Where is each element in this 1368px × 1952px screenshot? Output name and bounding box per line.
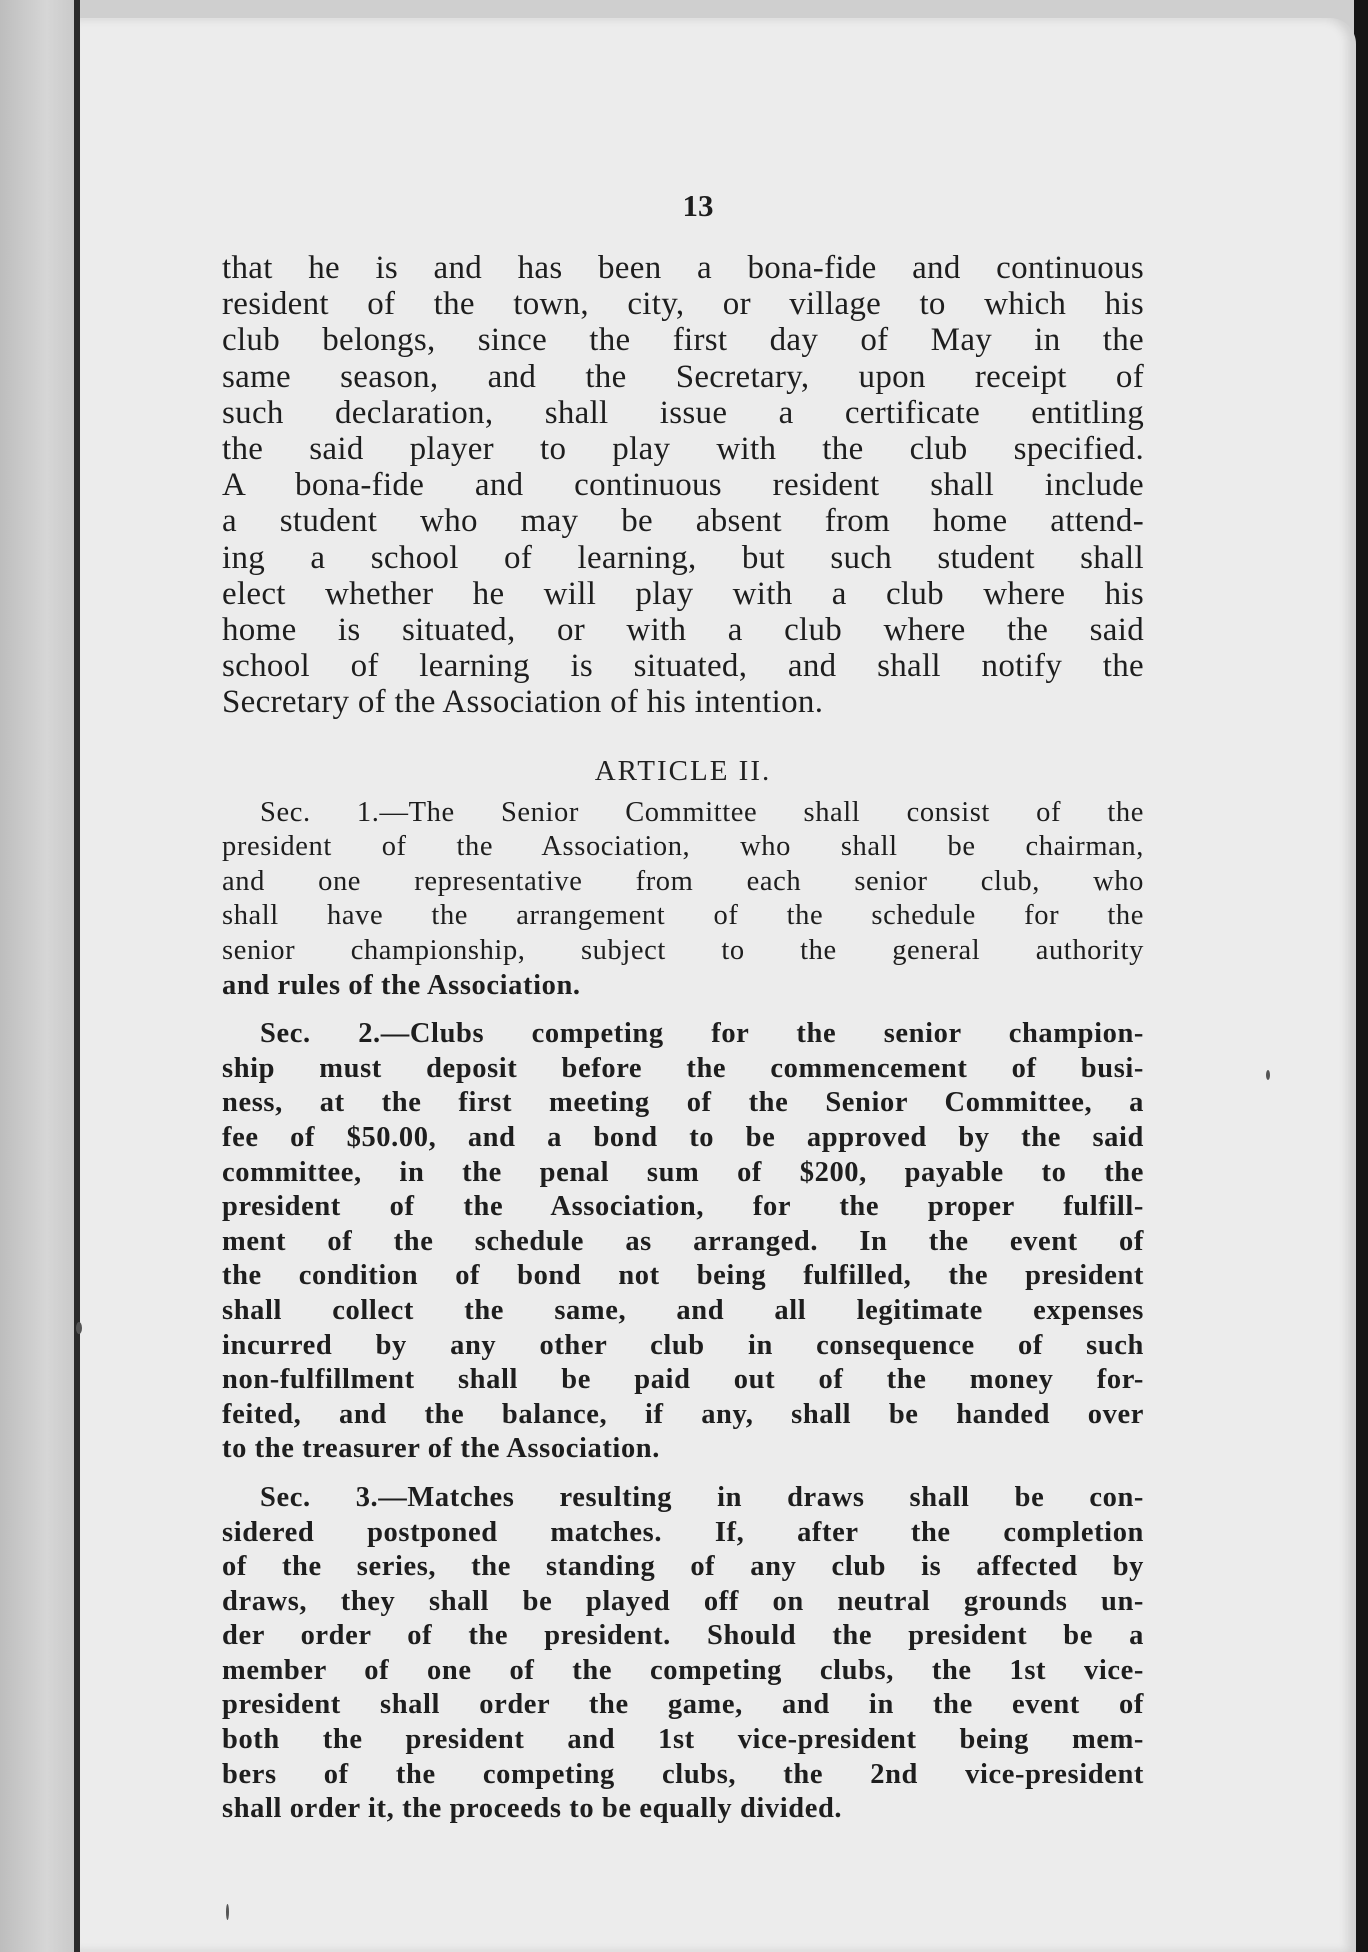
text-line: sidered postponed matches. If, after the completion	[222, 1516, 1144, 1548]
text-line: feited, and the balance, if any, shall be handed over	[222, 1398, 1144, 1430]
text-line: school of learning is situated, and shall notify the	[222, 648, 1144, 685]
scan-speck	[1266, 1070, 1270, 1080]
text-line: resident of the town, city, or village to which his	[222, 286, 1144, 323]
text-line: club belongs, since the first day of May in the	[222, 322, 1144, 359]
text-line: the said player to play with the club specified.	[222, 431, 1144, 468]
text-line: president of the Association, for the proper fulfill-	[222, 1191, 1144, 1223]
text-line: senior championship, subject to the general authority	[222, 935, 1144, 967]
text-line: shall have the arrangement of the schedule for the	[222, 900, 1144, 932]
scan-speck	[226, 1904, 229, 1920]
text-line: committee, in the penal sum of $200, payable to the	[222, 1156, 1144, 1188]
text-line: bers of the competing clubs, the 2nd vice-president	[222, 1758, 1144, 1790]
text-line: ment of the schedule as arranged. In the event of	[222, 1225, 1144, 1257]
text-line: that he is and has been a bona-fide and continuous	[222, 250, 1144, 286]
text-line: such declaration, shall issue a certificate entitling	[222, 394, 1144, 431]
scan-speck	[76, 1322, 82, 1334]
text-line: draws, they shall be played off on neutral grounds un-	[222, 1585, 1144, 1617]
text-line: ness, at the first meeting of the Senior Committee, a	[222, 1087, 1144, 1119]
text-line: der order of the president. Should the president be a	[222, 1620, 1144, 1652]
section-2	[222, 1017, 1144, 1467]
page-body	[222, 250, 1144, 1827]
text-line: of the series, the standing of any club is affected by	[222, 1551, 1144, 1583]
text-line: shall collect the same, and all legitimate expenses	[222, 1294, 1144, 1326]
text-line: the condition of bond not being fulfilled, the president	[222, 1260, 1144, 1292]
text-line: and one representative from each senior club, who	[222, 865, 1144, 897]
section-3	[222, 1481, 1144, 1827]
text-line: a student who may be absent from home attend-	[222, 503, 1144, 540]
text-line: elect whether he will play with a club where his	[222, 575, 1144, 612]
text-line: president of the Association, who shall be chairman,	[222, 831, 1144, 863]
paragraph-residency	[222, 250, 1144, 721]
text-line: to the treasurer of the Association.	[222, 1433, 660, 1465]
text-line: A bona-fide and continuous resident shall include	[222, 467, 1144, 504]
text-line: ing a school of learning, but such student shall	[222, 539, 1144, 576]
text-line: member of one of the competing clubs, the 1st vice-	[222, 1654, 1144, 1686]
text-line: Sec. 1.—The Senior Committee shall consist of the	[260, 796, 1144, 828]
text-line: same season, and the Secretary, upon receipt of	[222, 358, 1144, 395]
text-line: Secretary of the Association of his intention.	[222, 684, 824, 721]
text-line: and rules of the Association.	[222, 969, 581, 1001]
text-line: Sec. 3.—Matches resulting in draws shall be con-	[260, 1481, 1144, 1513]
text-line: both the president and 1st vice-president being mem-	[222, 1724, 1144, 1756]
text-line: ship must deposit before the commencement of busi-	[222, 1052, 1144, 1084]
previous-page-margin	[0, 0, 78, 1952]
text-line: shall order it, the proceeds to be equally divided.	[222, 1793, 843, 1825]
scan-border	[1354, 0, 1368, 1952]
section-1	[222, 796, 1144, 1004]
text-line: fee of $50.00, and a bond to be approved by the said	[222, 1121, 1144, 1153]
text-line: incurred by any other club in consequence of such	[222, 1329, 1144, 1361]
text-line: non-fulfillment shall be paid out of the money for-	[222, 1364, 1144, 1396]
text-line: home is situated, or with a club where the said	[222, 612, 1144, 649]
text-line: Sec. 2.—Clubs competing for the senior champion-	[260, 1018, 1144, 1050]
article-heading: ARTICLE II.	[594, 754, 772, 787]
page-number: 13	[682, 188, 714, 223]
text-line: president shall order the game, and in the event of	[222, 1689, 1144, 1721]
